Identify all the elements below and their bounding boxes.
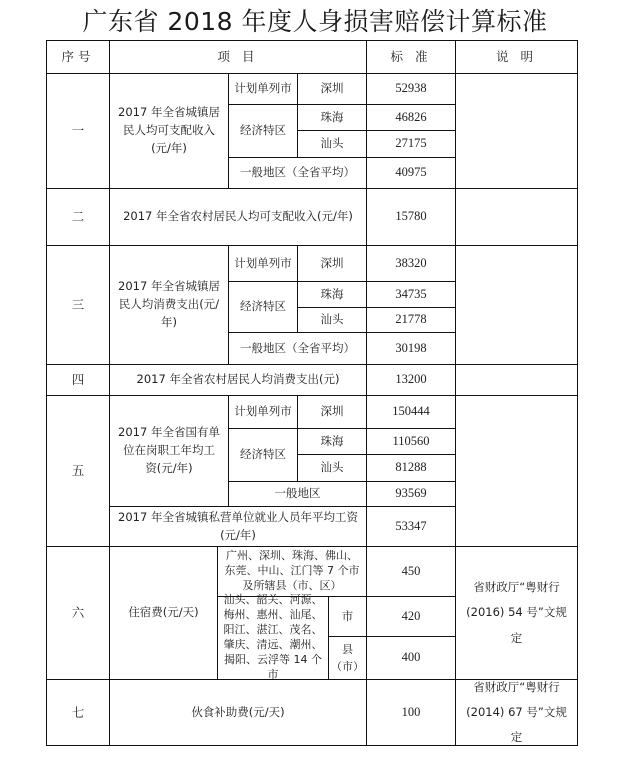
value-shantou-1: 27175 bbox=[366, 130, 456, 158]
page-title: 广东省 2018 年度人身损害赔偿计算标准 bbox=[82, 7, 548, 36]
value-zhuhai-3: 34735 bbox=[366, 281, 456, 308]
value-7: 100 bbox=[366, 679, 456, 746]
item-label-7: 伙食补助费(元/天) bbox=[109, 679, 367, 746]
plan-city-label-3: 计划单列市 bbox=[228, 245, 298, 282]
note-cell-4 bbox=[455, 364, 578, 396]
city-shantou-5: 汕头 bbox=[297, 454, 367, 482]
sez-label-1: 经济特区 bbox=[228, 104, 298, 158]
plan-city-label-5: 计划单列市 bbox=[228, 395, 298, 429]
city-shantou-1: 汕头 bbox=[297, 130, 367, 158]
item-label-1: 2017 年全省城镇居民人均可支配收入(元/年) bbox=[109, 73, 229, 189]
seq-cell-7: 七 bbox=[46, 679, 110, 746]
lodging-group-2-cities: 汕头、韶关、河源、梅州、惠州、汕尾、阳江、湛江、茂名、肇庆、清远、潮州、揭阳、云浮等 14 个市 bbox=[217, 596, 329, 680]
lodging-city-label: 市 bbox=[328, 596, 367, 637]
value-zhuhai-1: 46826 bbox=[366, 104, 456, 131]
value-shenzhen-1: 52938 bbox=[366, 73, 456, 105]
note-cell-6: 省财政厅“粤财行(2016) 54 号”文规定 bbox=[455, 546, 578, 680]
value-general-1: 40975 bbox=[366, 157, 456, 189]
value-2: 15780 bbox=[366, 188, 456, 246]
lodging-county-value: 400 bbox=[366, 636, 456, 680]
value-shantou-5: 81288 bbox=[366, 454, 456, 482]
value-general-5: 93569 bbox=[366, 481, 456, 507]
seq-cell-1: 一 bbox=[46, 73, 110, 189]
header-note: 说 明 bbox=[455, 40, 578, 74]
note-cell-2 bbox=[455, 188, 578, 246]
seq-cell-3: 三 bbox=[46, 245, 110, 365]
item-label-6: 住宿费(元/天) bbox=[109, 546, 218, 680]
lodging-city-value: 420 bbox=[366, 596, 456, 637]
item-label-2: 2017 年全省农村居民人均可支配收入(元/年) bbox=[109, 188, 367, 246]
note-cell-1 bbox=[455, 73, 578, 189]
item-label-5: 2017 年全省国有单位在岗职工年均工资(元/年) bbox=[109, 395, 229, 507]
item-label-3: 2017 年全省城镇居民人均消费支出(元/年) bbox=[109, 245, 229, 365]
city-zhuhai-1: 珠海 bbox=[297, 104, 367, 131]
header-item: 项 目 bbox=[109, 40, 367, 74]
general-area-label-5: 一般地区 bbox=[228, 481, 367, 507]
general-area-label-3: 一般地区（全省平均） bbox=[228, 332, 367, 365]
note-cell-7: 省财政厅“粤财行(2014) 67 号”文规定 bbox=[455, 679, 578, 746]
city-shenzhen-3: 深圳 bbox=[297, 245, 367, 282]
note-cell-3 bbox=[455, 245, 578, 365]
header-standard: 标 准 bbox=[366, 40, 456, 74]
private-wage-value: 53347 bbox=[366, 506, 456, 547]
city-zhuhai-3: 珠海 bbox=[297, 281, 367, 308]
city-shenzhen-1: 深圳 bbox=[297, 73, 367, 105]
header-seq: 序号 bbox=[46, 40, 110, 74]
lodging-group-1-cities: 广州、深圳、珠海、佛山、东莞、中山、江门等 7 个市及所辖县（市、区） bbox=[217, 546, 367, 597]
value-shenzhen-3: 38320 bbox=[366, 245, 456, 282]
value-zhuhai-5: 110560 bbox=[366, 428, 456, 455]
value-general-3: 30198 bbox=[366, 332, 456, 365]
seq-cell-2: 二 bbox=[46, 188, 110, 246]
private-wage-label: 2017 年全省城镇私营单位就业人员年平均工资(元/年) bbox=[109, 506, 367, 547]
seq-cell-5: 五 bbox=[46, 395, 110, 547]
item-label-4: 2017 年全省农村居民人均消费支出(元) bbox=[109, 364, 367, 396]
seq-cell-4: 四 bbox=[46, 364, 110, 396]
value-shenzhen-5: 150444 bbox=[366, 395, 456, 429]
lodging-group-1-value: 450 bbox=[366, 546, 456, 597]
city-shantou-3: 汕头 bbox=[297, 307, 367, 333]
value-4: 13200 bbox=[366, 364, 456, 396]
sez-label-3: 经济特区 bbox=[228, 281, 298, 333]
seq-cell-6: 六 bbox=[46, 546, 110, 680]
general-area-label-1: 一般地区（全省平均） bbox=[228, 157, 367, 189]
city-zhuhai-5: 珠海 bbox=[297, 428, 367, 455]
note-cell-5 bbox=[455, 395, 578, 547]
lodging-county-label: 县（市） bbox=[328, 636, 367, 680]
city-shenzhen-5: 深圳 bbox=[297, 395, 367, 429]
value-shantou-3: 21778 bbox=[366, 307, 456, 333]
plan-city-label-1: 计划单列市 bbox=[228, 73, 298, 105]
compensation-standards-table bbox=[46, 40, 578, 746]
sez-label-5: 经济特区 bbox=[228, 428, 298, 482]
